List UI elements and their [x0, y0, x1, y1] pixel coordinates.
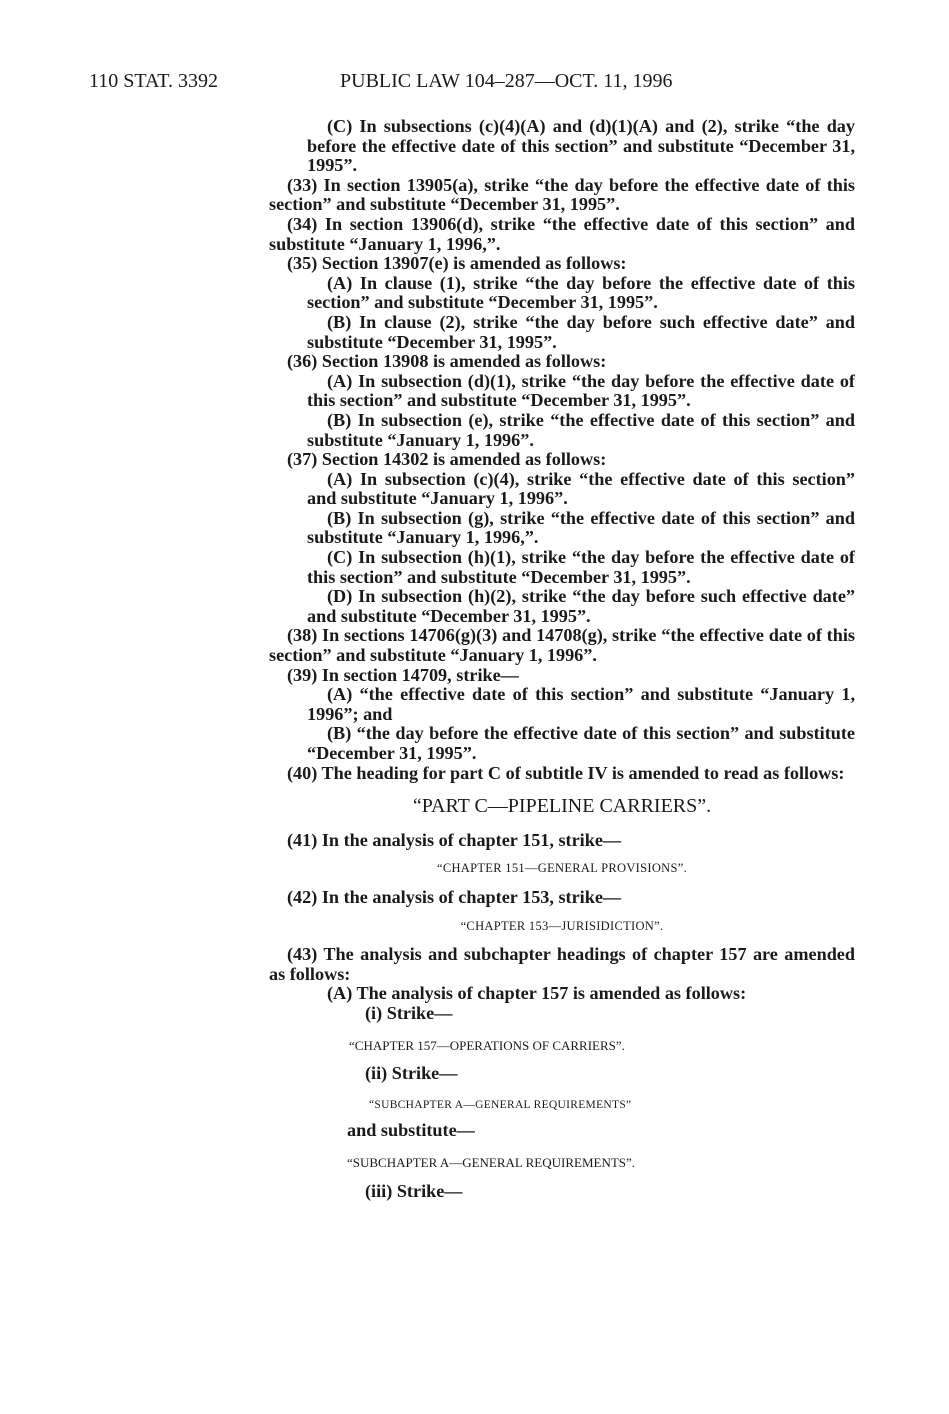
- chapter-heading: “CHAPTER 151—GENERAL PROVISIONS”.: [436, 861, 688, 876]
- paragraph: (39) In section 14709, strike—: [287, 664, 519, 685]
- part-heading: “PART C—PIPELINE CARRIERS”.: [412, 795, 712, 818]
- paragraph: (B) “the day before the effective date of this section” and substitute “December 31, 1995”.: [307, 723, 855, 763]
- paragraph: (38) In sections 14706(g)(3) and 14708(g), strike “the effective date of this section” and substitute “January 1, 1996”.: [269, 625, 855, 666]
- paragraph: (43) The analysis and subchapter headings of chapter 157 are amended as follows:: [269, 944, 855, 984]
- public-law-title: PUBLIC LAW 104–287—OCT. 11, 1996: [340, 70, 673, 92]
- subchapter-heading-old: “SUBCHAPTER A—GENERAL REQUIREMENTS”: [369, 1098, 632, 1111]
- statute-page-number: 110 STAT. 3392: [89, 70, 218, 92]
- paragraph: (D) In subsection (h)(2), strike “the day before such effective date” and substitute “December 31, 1995”.: [307, 586, 855, 626]
- paragraph: (A) In clause (1), strike “the day before the effective date of this section” and substitute “December 31, 1995”.: [307, 272, 855, 313]
- paragraph: (C) In subsection (h)(1), strike “the day before the effective date of this section” and substitute “December 31, 1995”.: [307, 547, 855, 587]
- paragraph: (A) “the effective date of this section” and substitute “January 1, 1996”; and: [307, 684, 855, 724]
- chapter-heading: “CHAPTER 157—OPERATIONS OF CARRIERS”.: [349, 1037, 625, 1053]
- paragraph: (34) In section 13906(d), strike “the effective date of this section” and substitute “January 1, 1996,”.: [269, 213, 855, 254]
- paragraph: (33) In section 13905(a), strike “the day before the effective date of this section” and substitute “December 31, 1995”.: [269, 174, 855, 215]
- subchapter-heading-new: “SUBCHAPTER A—GENERAL REQUIREMENTS”.: [347, 1154, 636, 1170]
- paragraph: (42) In the analysis of chapter 153, strike—: [287, 886, 622, 907]
- paragraph: (A) In subsection (c)(4), strike “the effective date of this section” and substitute “January 1, 1996”.: [307, 468, 855, 509]
- paragraph: (40) The heading for part C of subtitle IV is amended to read as follows:: [287, 762, 845, 783]
- paragraph: (A) The analysis of chapter 157 is amended as follows:: [327, 983, 747, 1004]
- paragraph: (C) In subsections (c)(4)(A) and (d)(1)(A) and (2), strike “the day before the effective date of this section” and substitute “December 31, 1995”.: [307, 116, 855, 176]
- paragraph: (iii) Strike—: [365, 1180, 463, 1201]
- paragraph: (35) Section 13907(e) is amended as follows:: [287, 253, 627, 274]
- chapter-heading: “CHAPTER 153—JURISIDICTION”.: [460, 918, 664, 933]
- paragraph: (A) In subsection (d)(1), strike “the day before the effective date of this section” and substitute “December 31, 1995”.: [307, 370, 855, 411]
- paragraph: (36) Section 13908 is amended as follows:: [287, 351, 607, 372]
- paragraph: (B) In subsection (e), strike “the effective date of this section” and substitute “January 1, 1996”.: [307, 409, 855, 450]
- paragraph: (i) Strike—: [365, 1002, 453, 1023]
- paragraph: and substitute—: [347, 1120, 475, 1141]
- document-body: [269, 117, 855, 1201]
- paragraph: (B) In clause (2), strike “the day before such effective date” and substitute “December 31, 1995”.: [307, 311, 855, 352]
- paragraph: (37) Section 14302 is amended as follows:: [287, 449, 607, 470]
- paragraph: (ii) Strike—: [365, 1063, 458, 1084]
- paragraph: (41) In the analysis of chapter 151, strike—: [287, 829, 622, 850]
- paragraph: (B) In subsection (g), strike “the effective date of this section” and substitute “January 1, 1996,”.: [307, 507, 855, 548]
